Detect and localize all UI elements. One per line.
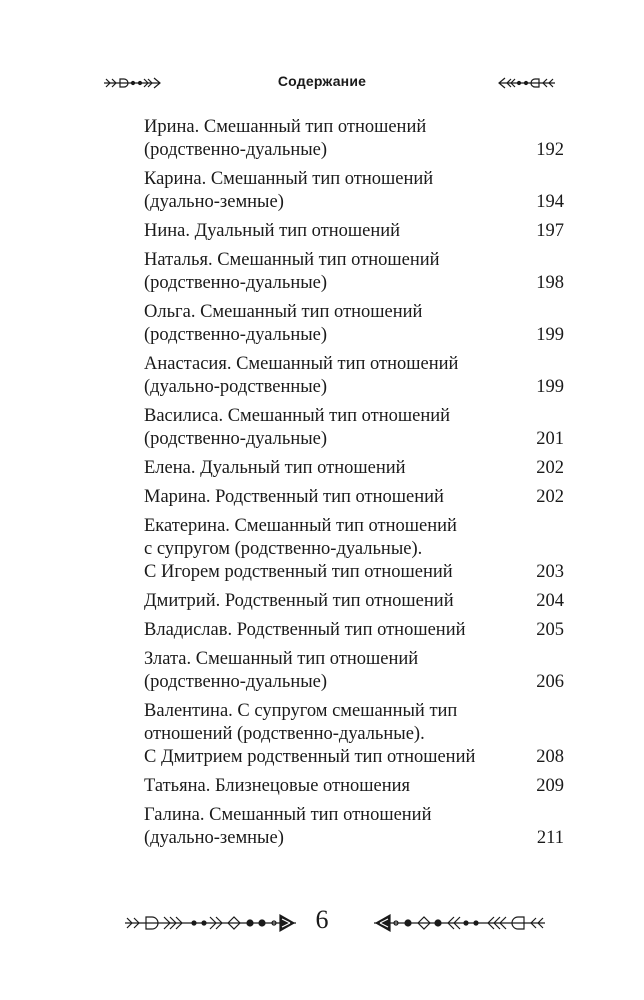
toc-entry	[144, 486, 564, 509]
toc-entry-page: 206	[536, 672, 564, 692]
toc-entry-title	[144, 804, 564, 850]
toc-entry-line: (дуально-земные)	[144, 192, 284, 212]
toc-entry-line: Ирина. Смешанный тип отношений	[144, 117, 427, 137]
toc-entry	[144, 116, 564, 162]
toc-entry-title	[144, 168, 564, 214]
toc-entry-page: 205	[536, 620, 564, 640]
toc-entry-line: С Игорем родственный тип отношений	[144, 562, 453, 582]
toc-entry-line: С Дмитрием родственный тип отношений	[144, 747, 476, 767]
toc-entry-page: 203	[536, 562, 564, 582]
toc-entry	[144, 804, 564, 850]
toc-entry-line: Елена. Дуальный тип отношений	[144, 458, 406, 478]
footer-ornament-right-icon	[370, 911, 546, 935]
toc-entry-title	[144, 353, 564, 399]
toc-entry	[144, 619, 564, 642]
toc-entry-page: 198	[536, 273, 564, 293]
toc-entry-line: (родственно-дуальные)	[144, 429, 328, 449]
toc-entry-line: Анастасия. Смешанный тип отношений	[144, 354, 459, 374]
arrow-ornament-right-icon	[496, 74, 556, 92]
toc-entry-title	[144, 700, 564, 769]
table-of-contents	[144, 116, 564, 856]
toc-entry-line: (дуально-родственные)	[144, 377, 328, 397]
toc-entry	[144, 168, 564, 214]
page-number: 6	[315, 905, 329, 934]
toc-entry	[144, 249, 564, 295]
toc-entry-page: 209	[536, 776, 564, 796]
toc-entry-page: 199	[536, 325, 564, 345]
toc-entry	[144, 353, 564, 399]
toc-entry-line: (дуально-земные)	[144, 828, 284, 848]
toc-entry-title	[144, 220, 564, 243]
toc-entry-line: Валентина. С супругом смешанный тип	[144, 701, 458, 721]
toc-entry-line: (родственно-дуальные)	[144, 672, 328, 692]
toc-entry-line: Злата. Смешанный тип отношений	[144, 649, 419, 669]
toc-entry-page: 201	[536, 429, 564, 449]
toc-entry	[144, 301, 564, 347]
toc-entry	[144, 700, 564, 769]
toc-entry-title	[144, 116, 564, 162]
toc-entry-line: (родственно-дуальные)	[144, 140, 328, 160]
toc-entry-title	[144, 301, 564, 347]
toc-entry-page: 197	[536, 221, 564, 241]
toc-entry-title	[144, 590, 564, 613]
page-footer	[0, 905, 644, 939]
toc-entry-page: 192	[536, 140, 564, 160]
toc-entry-line: (родственно-дуальные)	[144, 325, 328, 345]
toc-entry-page: 194	[536, 192, 564, 212]
toc-entry-line: Татьяна. Близнецовые отношения	[144, 776, 411, 796]
toc-entry-page: 204	[536, 591, 564, 611]
toc-entry	[144, 457, 564, 480]
toc-entry-line: Карина. Смешанный тип отношений	[144, 169, 434, 189]
toc-entry-title	[144, 249, 564, 295]
toc-entry-title	[144, 648, 564, 694]
toc-entry-line: Марина. Родственный тип отношений	[144, 487, 444, 507]
toc-entry-title	[144, 405, 564, 451]
toc-entry-line: (родственно-дуальные)	[144, 273, 328, 293]
toc-entry-title	[144, 775, 564, 798]
toc-entry-page: 202	[536, 458, 564, 478]
header-title: Содержание	[277, 73, 367, 89]
toc-entry	[144, 515, 564, 584]
toc-entry	[144, 590, 564, 613]
toc-entry-line: Нина. Дуальный тип отношений	[144, 221, 401, 241]
toc-entry	[144, 405, 564, 451]
toc-entry-line: Ольга. Смешанный тип отношений	[144, 302, 423, 322]
toc-entry-line: Дмитрий. Родственный тип отношений	[144, 591, 454, 611]
toc-entry-page: 211	[536, 828, 564, 848]
toc-entry-line: с супругом (родственно-дуальные).	[144, 539, 423, 559]
toc-entry-page: 208	[536, 747, 564, 767]
toc-entry-title	[144, 457, 564, 480]
toc-entry-line: Наталья. Смешанный тип отношений	[144, 250, 440, 270]
toc-entry	[144, 775, 564, 798]
running-header	[0, 70, 644, 96]
toc-entry-line: отношений (родственно-дуальные).	[144, 724, 425, 744]
toc-entry-page: 202	[536, 487, 564, 507]
toc-entry	[144, 220, 564, 243]
toc-entry-title	[144, 619, 564, 642]
toc-entry-title	[144, 515, 564, 584]
toc-entry-title	[144, 486, 564, 509]
toc-entry-line: Владислав. Родственный тип отношений	[144, 620, 466, 640]
toc-entry	[144, 648, 564, 694]
toc-entry-line: Галина. Смешанный тип отношений	[144, 805, 432, 825]
toc-entry-line: Екатерина. Смешанный тип отношений	[144, 516, 457, 536]
toc-entry-line: Василиса. Смешанный тип отношений	[144, 406, 451, 426]
toc-entry-page: 199	[536, 377, 564, 397]
